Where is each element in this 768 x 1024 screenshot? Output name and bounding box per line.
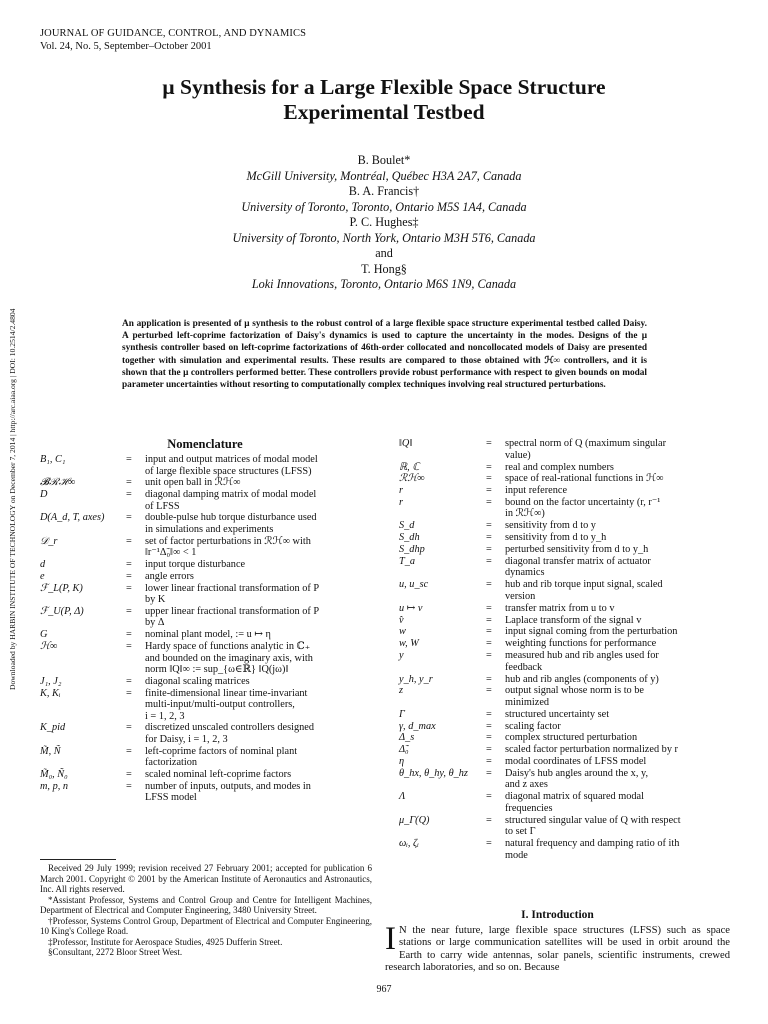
nomenclature-definition bbox=[505, 838, 679, 861]
section-heading-introduction: I. Introduction bbox=[521, 909, 594, 921]
nomenclature-equals: = bbox=[486, 638, 492, 650]
definition-line: and bounded on the imaginary axis, with bbox=[145, 652, 313, 664]
nomenclature-equals: = bbox=[486, 579, 492, 591]
nomenclature-equals: = bbox=[126, 629, 132, 641]
nomenclature-definition bbox=[145, 606, 319, 629]
definition-line: input and output matrices of modal model bbox=[145, 454, 318, 465]
definition-line: scaled factor perturbation normalized by r bbox=[505, 744, 678, 756]
nomenclature-equals: = bbox=[486, 814, 492, 826]
nomenclature-definition bbox=[145, 489, 316, 512]
nomenclature-symbol: ℱ_L(P, K) bbox=[40, 582, 83, 594]
nomenclature-definition bbox=[145, 559, 245, 571]
journal-issue: Vol. 24, No. 5, September–October 2001 bbox=[40, 41, 212, 52]
nomenclature-equals: = bbox=[486, 756, 492, 767]
title-line-1: μ Synthesis for a Large Flexible Space Structure bbox=[162, 75, 606, 99]
nomenclature-definition bbox=[145, 571, 194, 583]
nomenclature-definition bbox=[505, 579, 663, 602]
author-block bbox=[0, 153, 768, 293]
nomenclature-definition bbox=[505, 626, 677, 638]
definition-line: transfer matrix from u to v bbox=[505, 602, 615, 614]
definition-line: output signal whose norm is to be bbox=[505, 685, 644, 697]
nomenclature-equals: = bbox=[486, 791, 492, 803]
paper-title bbox=[0, 75, 768, 125]
footnote-author-3: ‡Professor, Institute for Aerospace Studies, 4925 Dufferin Street. bbox=[48, 936, 283, 947]
nomenclature-equals: = bbox=[486, 438, 492, 449]
definition-line: for Daisy, i = 1, 2, 3 bbox=[145, 733, 228, 745]
footnote-author-1: *Assistant Professor, Systems and Control Group and Centre for Intelligent Machines, Department of Electrical and Computer Engineering, 3480 University Street. bbox=[40, 894, 372, 915]
nomenclature-equals: = bbox=[486, 544, 492, 555]
nomenclature-definition bbox=[505, 815, 681, 838]
definition-line: version bbox=[505, 590, 536, 602]
definition-line: diagonal scaling matrices bbox=[145, 675, 250, 687]
definition-line: Daisy's hub angles around the x, y, bbox=[505, 767, 649, 779]
nomenclature-symbol: K_pid bbox=[40, 722, 66, 734]
definition-line: finite-dimensional linear time-invariant bbox=[145, 687, 308, 699]
nomenclature-definition bbox=[505, 638, 656, 650]
nomenclature-equals: = bbox=[486, 838, 492, 850]
nomenclature-equals: = bbox=[126, 559, 132, 570]
nomenclature-equals: = bbox=[126, 641, 132, 652]
author-affiliation: University of Toronto, North York, Ontario M3H 5T6, Canada bbox=[232, 230, 536, 245]
definition-line: angle errors bbox=[145, 570, 194, 582]
nomenclature-symbol: θ_hx, θ_hy, θ_hz bbox=[399, 767, 468, 779]
definition-line: i = 1, 2, 3 bbox=[145, 710, 185, 722]
nomenclature-definition bbox=[505, 732, 637, 744]
definition-line: to set Γ bbox=[505, 826, 536, 838]
nomenclature-definition bbox=[505, 544, 648, 556]
nomenclature-definition bbox=[505, 462, 614, 474]
definition-line: complex structured perturbation bbox=[505, 732, 638, 744]
nomenclature-definition bbox=[505, 744, 678, 756]
footnote-author-4: §Consultant, 2272 Bloor Street West. bbox=[48, 947, 183, 957]
definition-line: discretized unscaled controllers designed bbox=[145, 722, 314, 734]
nomenclature-symbol: D bbox=[40, 489, 48, 501]
author-affiliation: McGill University, Montréal, Québec H3A 2A7, Canada bbox=[246, 168, 522, 183]
definition-line: multi-input/multi-output controllers, bbox=[145, 699, 295, 711]
author-name: T. Hong§ bbox=[361, 261, 407, 276]
nomenclature-definition bbox=[505, 756, 646, 768]
definition-line: double-pulse hub torque disturbance used bbox=[145, 512, 317, 524]
definition-line: sensitivity from d to y_h bbox=[505, 532, 607, 544]
definition-line: lower linear fractional transformation of P bbox=[145, 582, 320, 594]
nomenclature-symbol: ‖Q‖ bbox=[399, 438, 413, 449]
nomenclature-definition bbox=[145, 477, 241, 489]
definition-line: diagonal damping matrix of modal model bbox=[145, 489, 317, 501]
nomenclature-definition bbox=[145, 641, 313, 676]
definition-line: diagonal matrix of squared modal bbox=[505, 791, 644, 803]
nomenclature-definition bbox=[505, 709, 609, 721]
nomenclature-symbol: Γ bbox=[399, 708, 405, 720]
nomenclature-symbol: y bbox=[399, 650, 404, 661]
author-affiliation: Loki Innovations, Toronto, Ontario M6S 1N9, Canada bbox=[251, 277, 517, 291]
nomenclature-symbol: D(A_d, T, axes) bbox=[40, 512, 105, 524]
journal-header bbox=[40, 27, 306, 53]
definition-line: factorization bbox=[145, 757, 198, 769]
definition-line: number of inputs, outputs, and modes in bbox=[145, 780, 311, 792]
nomenclature-symbol: u, u_sc bbox=[399, 579, 429, 591]
nomenclature-symbol: μ_Γ(Q) bbox=[399, 814, 430, 826]
nomenclature-equals: = bbox=[126, 489, 132, 501]
nomenclature-symbol: v̂ bbox=[399, 614, 404, 626]
definition-line: in ℛℋ∞) bbox=[505, 508, 545, 520]
nomenclature-equals: = bbox=[486, 685, 492, 697]
nomenclature-symbol: y_h, y_r bbox=[399, 673, 433, 685]
definition-line: perturbed sensitivity from d to y_h bbox=[505, 544, 649, 555]
footnotes bbox=[40, 863, 372, 958]
nomenclature-symbol: w bbox=[399, 626, 406, 638]
nomenclature-equals: = bbox=[126, 722, 132, 734]
nomenclature-definition bbox=[145, 536, 311, 559]
nomenclature-symbol: γ, d_max bbox=[399, 720, 436, 732]
title-line-2: Experimental Testbed bbox=[283, 100, 485, 124]
nomenclature-definition bbox=[505, 615, 641, 627]
download-watermark bbox=[1, 290, 15, 690]
author-name: P. C. Hughes‡ bbox=[349, 215, 419, 229]
definition-line: sensitivity from d to y bbox=[505, 520, 596, 532]
nomenclature-title: Nomenclature bbox=[167, 437, 243, 451]
nomenclature-equals: = bbox=[486, 614, 492, 626]
nomenclature-symbol: M̃, Ñ bbox=[40, 745, 61, 757]
nomenclature-symbol: Λ bbox=[399, 791, 406, 803]
nomenclature-equals: = bbox=[126, 687, 132, 699]
nomenclature-definition bbox=[505, 603, 615, 615]
definition-line: spectral norm of Q (maximum singular bbox=[505, 438, 666, 449]
definition-line: left-coprime factors of nominal plant bbox=[145, 745, 298, 757]
definition-line: mode bbox=[505, 849, 528, 861]
definition-line: Hardy space of functions analytic in ℂ₊ bbox=[145, 641, 311, 652]
definition-line: of LFSS bbox=[145, 500, 180, 512]
footnote-author-2: †Professor, Systems Control Group, Department of Electrical and Computer Engineering, 10 King's College Road. bbox=[40, 915, 372, 936]
author-affiliation: University of Toronto, Toronto, Ontario M5S 1A4, Canada bbox=[241, 199, 527, 214]
journal-name: JOURNAL OF GUIDANCE, CONTROL, AND DYNAMICS bbox=[40, 28, 307, 39]
nomenclature-symbol: K, Kᵢ bbox=[40, 687, 61, 699]
nomenclature-definition bbox=[505, 685, 644, 708]
definition-line: input signal coming from the perturbation bbox=[505, 626, 678, 638]
definition-line: real and complex numbers bbox=[505, 461, 614, 473]
nomenclature-symbol: r bbox=[399, 496, 404, 508]
nomenclature-definition bbox=[145, 629, 271, 641]
definition-line: modal coordinates of LFSS model bbox=[505, 756, 647, 767]
nomenclature-symbol: T_a bbox=[399, 555, 416, 567]
nomenclature-symbol: η bbox=[399, 756, 405, 767]
definition-line: hub and rib torque input signal, scaled bbox=[505, 579, 663, 591]
nomenclature-symbol: J₁, J₂ bbox=[40, 675, 62, 687]
nomenclature-symbol: S_dhp bbox=[399, 544, 425, 555]
nomenclature-definition bbox=[505, 473, 663, 485]
nomenclature-definition bbox=[145, 722, 314, 745]
definition-line: dynamics bbox=[505, 567, 545, 579]
nomenclature-symbol: Δ̃₀ bbox=[399, 744, 409, 756]
nomenclature-equals: = bbox=[126, 780, 132, 792]
nomenclature-symbol: ℱ_U(P, Δ) bbox=[40, 605, 84, 617]
definition-line: unit open ball in ℛℋ∞ bbox=[145, 477, 241, 489]
definition-line: norm ‖Q‖∞ := sup_{ω∈ℝ} ‖Q(jω)‖ bbox=[145, 664, 289, 675]
nomenclature-equals: = bbox=[486, 732, 492, 744]
nomenclature-symbol: 𝒟_r bbox=[40, 535, 58, 547]
nomenclature-equals: = bbox=[126, 745, 132, 757]
definition-line: and z axes bbox=[505, 779, 548, 791]
nomenclature-equals: = bbox=[486, 767, 492, 779]
nomenclature-symbol: G bbox=[40, 629, 48, 641]
footnote-received: Received 29 July 1999; revision received 27 February 2001; accepted for publication 6 March 2001. Copyright © 2001 by the American Institute of Aeronautics and Astronautics, Inc. All rights reserved. bbox=[40, 863, 372, 894]
definition-line: feedback bbox=[505, 661, 543, 673]
definition-line: input reference bbox=[505, 485, 568, 497]
nomenclature-equals: = bbox=[126, 477, 132, 489]
author-conjunction: and bbox=[375, 246, 393, 260]
nomenclature-definition bbox=[145, 769, 291, 781]
definition-line: minimized bbox=[505, 696, 550, 708]
nomenclature-symbol: Δ_s bbox=[399, 732, 415, 744]
nomenclature-equals: = bbox=[126, 512, 132, 524]
definition-line: value) bbox=[505, 449, 531, 461]
definition-line: by K bbox=[145, 594, 166, 606]
definition-line: frequencies bbox=[505, 802, 553, 814]
definition-line: ‖r⁻¹Δ̃₀‖∞ < 1 bbox=[145, 547, 197, 559]
nomenclature-symbol: ℝ, ℂ bbox=[399, 461, 420, 473]
nomenclature-equals: = bbox=[486, 720, 492, 732]
nomenclature-definition bbox=[145, 746, 297, 769]
definition-line: upper linear fractional transformation of P bbox=[145, 605, 320, 617]
definition-line: nominal plant model, := u ↦ η bbox=[145, 629, 271, 641]
definition-line: input torque disturbance bbox=[145, 559, 246, 570]
nomenclature-equals: = bbox=[486, 555, 492, 567]
definition-line: diagonal transfer matrix of actuator bbox=[505, 555, 651, 567]
nomenclature-definition bbox=[145, 676, 250, 688]
nomenclature-symbol: ℛℋ∞ bbox=[399, 473, 425, 485]
definition-line: bound on the factor uncertainty (r, r⁻¹ bbox=[505, 496, 661, 508]
definition-line: scaling factor bbox=[505, 720, 561, 732]
nomenclature-symbol: 𝓑ℛℋ∞ bbox=[40, 477, 76, 489]
nomenclature-definition bbox=[145, 688, 307, 723]
definition-line: hub and rib angles (components of y) bbox=[505, 673, 659, 685]
nomenclature-definition bbox=[145, 781, 311, 804]
nomenclature-equals: = bbox=[126, 769, 132, 780]
nomenclature-equals: = bbox=[486, 520, 492, 532]
abstract: An application is presented of μ synthesis to the robust control of a large flexible space structure experimental testbed called Daisy. A perturbed left-coprime factorization of Daisy's dynamics is used to capture the uncertainty in the modes. Designs of the μ synthesis controller based on left-coprime factorizations of 46th-order collocated and noncollocated models of Daisy are presented together with simulation and experimental results. These results are compared to those obtained with ℋ∞ controllers, and it is shown that the μ controllers performed better. These controllers provide robust performance with respect to given bounds on modal parameter uncertainties without resorting to computationally complex techniques involving real structured perturbations. bbox=[122, 319, 647, 391]
definition-line: structured singular value of Q with respect bbox=[505, 814, 681, 826]
nomenclature-symbol: M̃₀, Ñ₀ bbox=[40, 769, 68, 780]
nomenclature-equals: = bbox=[126, 582, 132, 594]
footnote-rule bbox=[40, 859, 116, 860]
nomenclature-symbol: S_d bbox=[399, 520, 415, 532]
nomenclature-definition bbox=[145, 454, 318, 477]
nomenclature-equals: = bbox=[486, 673, 492, 685]
nomenclature-definition bbox=[145, 583, 319, 606]
nomenclature-definition bbox=[505, 674, 659, 686]
introduction-paragraph bbox=[385, 921, 730, 975]
drop-cap: I bbox=[385, 921, 396, 957]
page-number: 967 bbox=[376, 984, 392, 995]
nomenclature-equals: = bbox=[486, 708, 492, 720]
definition-line: of large flexible space structures (LFSS) bbox=[145, 465, 312, 477]
nomenclature-equals: = bbox=[486, 532, 492, 544]
nomenclature-equals: = bbox=[486, 473, 492, 485]
nomenclature-equals: = bbox=[126, 605, 132, 617]
nomenclature-definition bbox=[505, 650, 659, 673]
nomenclature-definition bbox=[505, 721, 561, 733]
nomenclature-definition bbox=[505, 438, 666, 461]
author-name: B. A. Francis† bbox=[348, 184, 420, 198]
introduction-text: N the near future, large flexible space structures (LFSS) such as space stations or large communication satellites will be used in orbit around the Earth to carry wide antennas, solar panels, scientific instruments, crewed research laboratories, and so on. Because bbox=[385, 925, 730, 974]
nomenclature-equals: = bbox=[486, 744, 492, 756]
nomenclature-definition bbox=[505, 497, 660, 520]
nomenclature-definition bbox=[505, 532, 606, 544]
definition-line: weighting functions for performance bbox=[505, 638, 657, 650]
nomenclature-symbol: m, p, n bbox=[40, 780, 69, 792]
definition-line: LFSS model bbox=[145, 792, 197, 804]
nomenclature-symbol: u ↦ v bbox=[399, 602, 423, 614]
nomenclature-equals: = bbox=[486, 461, 492, 473]
nomenclature-definition bbox=[145, 512, 317, 535]
definition-line: Laplace transform of the signal v bbox=[505, 614, 642, 626]
definition-line: by Δ bbox=[145, 617, 165, 629]
nomenclature-equals: = bbox=[486, 602, 492, 614]
nomenclature-equals: = bbox=[126, 675, 132, 687]
nomenclature-symbol: S_dh bbox=[399, 532, 420, 544]
definition-line: set of factor perturbations in ℛℋ∞ with bbox=[145, 535, 311, 547]
nomenclature-symbol: z bbox=[399, 685, 404, 697]
nomenclature-definition bbox=[505, 520, 596, 532]
nomenclature-equals: = bbox=[126, 570, 132, 582]
nomenclature-equals: = bbox=[126, 535, 132, 547]
nomenclature-symbol: d bbox=[40, 559, 46, 570]
nomenclature-definition bbox=[505, 485, 567, 497]
nomenclature-symbol: B₁, C₁ bbox=[40, 454, 66, 465]
nomenclature-symbol: r bbox=[399, 485, 404, 497]
definition-line: structured uncertainty set bbox=[505, 708, 610, 720]
nomenclature-definition bbox=[505, 556, 651, 579]
nomenclature-equals: = bbox=[486, 496, 492, 508]
definition-line: scaled nominal left-coprime factors bbox=[145, 769, 292, 780]
definition-line: in simulations and experiments bbox=[145, 523, 274, 535]
download-watermark-text: Downloaded by HARBIN INSTITUTE OF TECHNOLOGY on December 7, 2014 | http://arc.aiaa.org | DOI: 10.2514/2.4804 bbox=[8, 308, 17, 690]
nomenclature-equals: = bbox=[486, 485, 492, 497]
nomenclature-equals: = bbox=[126, 454, 132, 465]
definition-line: measured hub and rib angles used for bbox=[505, 650, 659, 661]
nomenclature-symbol: ωᵢ, ζᵢ bbox=[399, 838, 419, 850]
nomenclature-symbol: e bbox=[40, 570, 45, 582]
definition-line: natural frequency and damping ratio of ith bbox=[505, 838, 680, 850]
definition-line: space of real-rational functions in ℋ∞ bbox=[505, 473, 664, 485]
nomenclature-symbol: ℋ∞ bbox=[40, 641, 58, 652]
nomenclature-definition bbox=[505, 768, 648, 791]
nomenclature-equals: = bbox=[486, 650, 492, 661]
author-name: B. Boulet* bbox=[357, 153, 411, 167]
nomenclature-equals: = bbox=[486, 626, 492, 638]
nomenclature-definition bbox=[505, 791, 644, 814]
nomenclature-symbol: w, W bbox=[399, 638, 419, 650]
